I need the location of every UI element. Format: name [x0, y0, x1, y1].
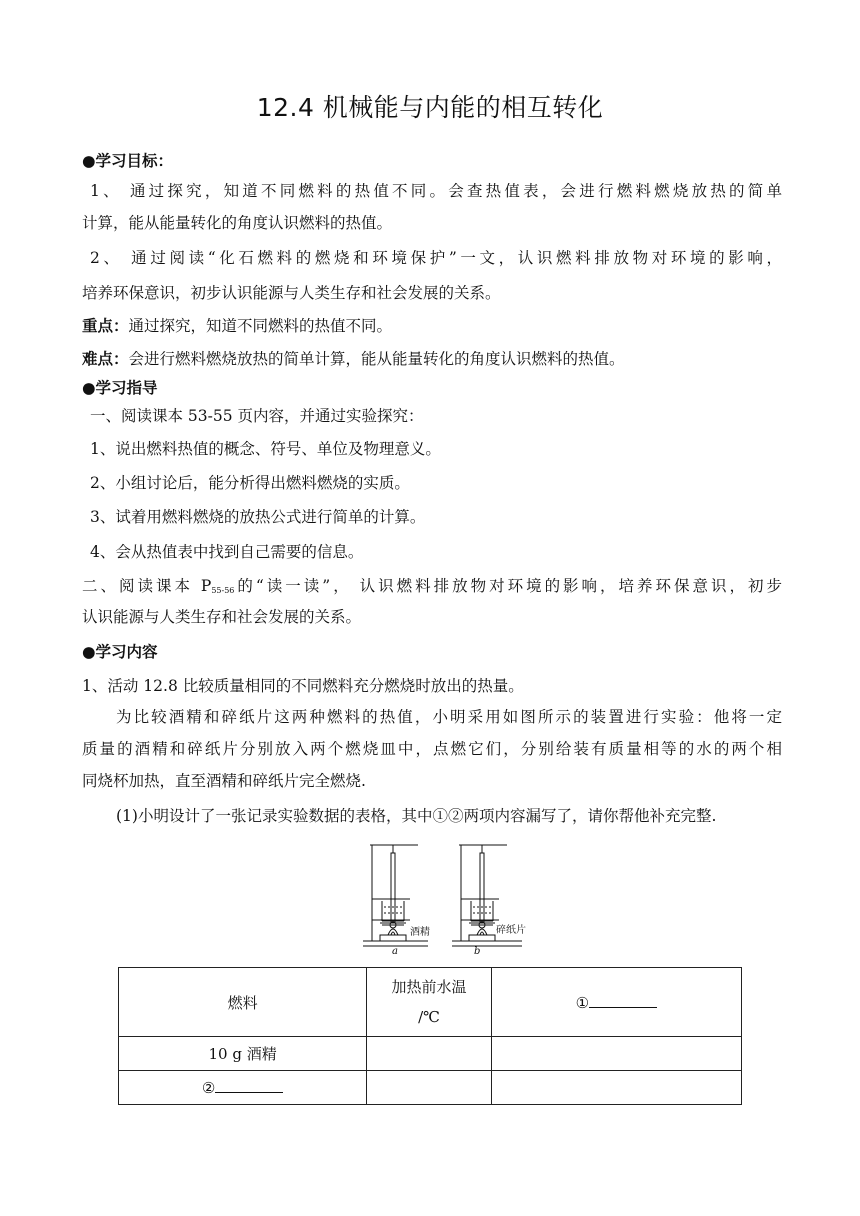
paragraph-line-3: 同烧杯加热，直至酒精和碎纸片完全燃烧. [82, 772, 366, 790]
guide-part-2-rest: 的“读一读”， 认识燃料排放物对环境的影响，培养环保意识，初步 [234, 577, 783, 595]
difficulty-point [82, 348, 782, 370]
paragraph-line-2: 质量的酒精和碎纸片分别放入两个燃烧皿中，点燃它们，分别给装有质量相等的水的两个相 [82, 740, 782, 758]
row1-temp-cell[interactable] [367, 1037, 492, 1071]
question-1: (1)小明设计了一张记录实验数据的表格，其中①②两项内容漏写了，请你帮他补充完整. [116, 807, 717, 825]
apparatus-figure [362, 843, 552, 958]
difficulty-text: 会进行燃料燃烧放热的简单计算，能从能量转化的角度认识燃料的热值。 [128, 350, 625, 368]
answer-blank-2[interactable] [215, 1078, 283, 1093]
guide-heading: ●学习指导 [82, 379, 158, 397]
guide-part-2-prefix: 二、阅读课本 P [82, 577, 212, 595]
row2-fuel[interactable] [119, 1071, 367, 1105]
row2-temp-cell[interactable] [367, 1071, 492, 1105]
paragraph-line-1: 为比较酒精和碎纸片这两种燃料的热值，小明采用如图所示的装置进行实验：他将一定 [116, 708, 782, 726]
fuel-label-a: 酒精 [410, 927, 430, 938]
guide-item-1: 1、说出燃料热值的概念、符号、单位及物理意义。 [90, 440, 441, 458]
page-range-subscript: 55-56 [211, 586, 235, 595]
guide-part-2-line-1 [82, 575, 782, 602]
header-fuel: 燃料 [119, 968, 367, 1037]
figure-caption-a: a [392, 946, 398, 957]
key-point [82, 315, 782, 337]
row1-blank-cell[interactable] [491, 1037, 741, 1071]
table-header-row [119, 968, 742, 1037]
table-row [119, 1071, 742, 1105]
blank-mark-1: ① [575, 993, 590, 1012]
table-row [119, 1037, 742, 1071]
page-title: 12.4 机械能与内能的相互转化 [256, 93, 604, 122]
data-table [118, 967, 742, 1105]
objective-2-line-1: 2、 通过阅读“化石燃料的燃烧和环境保护”一文，认识燃料排放物对环境的影响， [90, 249, 782, 267]
guide-part-1: 一、阅读课本 53-55 页内容，并通过实验探究： [90, 407, 424, 425]
fuel-label-b: 碎纸片 [496, 925, 526, 936]
key-point-label: 重点： [82, 317, 129, 335]
objective-1-line-1: 1、 通过探究，知道不同燃料的热值不同。会查热值表，会进行燃料燃烧放热的简单 [90, 182, 782, 200]
guide-item-3: 3、试着用燃料燃烧的放热公式进行简单的计算。 [90, 508, 426, 526]
blank-mark-2: ② [201, 1079, 216, 1097]
guide-part-2-line-2: 认识能源与人类生存和社会发展的关系。 [82, 608, 362, 626]
header-blank-1[interactable] [491, 968, 741, 1037]
header-temp [367, 968, 492, 1037]
answer-blank-1[interactable] [589, 993, 657, 1008]
row2-blank-cell[interactable] [491, 1071, 741, 1105]
objective-1-line-2: 计算，能从能量转化的角度认识燃料的热值。 [82, 214, 393, 232]
activity-line: 1、活动 12.8 比较质量相同的不同燃料充分燃烧时放出的热量。 [82, 677, 524, 695]
row1-fuel: 10 g 酒精 [119, 1037, 367, 1071]
content-heading: ●学习内容 [82, 643, 158, 661]
header-temp-line-1: 加热前水温 [391, 978, 467, 996]
objectives-heading: ●学习目标： [82, 152, 174, 170]
key-point-text: 通过探究，知道不同燃料的热值不同。 [128, 317, 393, 335]
figure-caption-b: b [474, 946, 481, 957]
objective-2-line-2: 培养环保意识，初步认识能源与人类生存和社会发展的关系。 [82, 284, 501, 302]
guide-item-4: 4、会从热值表中找到自己需要的信息。 [90, 543, 364, 561]
apparatus-diagram [362, 843, 552, 958]
difficulty-label: 难点： [82, 350, 129, 368]
guide-item-2: 2、小组讨论后，能分析得出燃料燃烧的实质。 [90, 474, 410, 492]
header-temp-line-2: /℃ [418, 1008, 440, 1026]
